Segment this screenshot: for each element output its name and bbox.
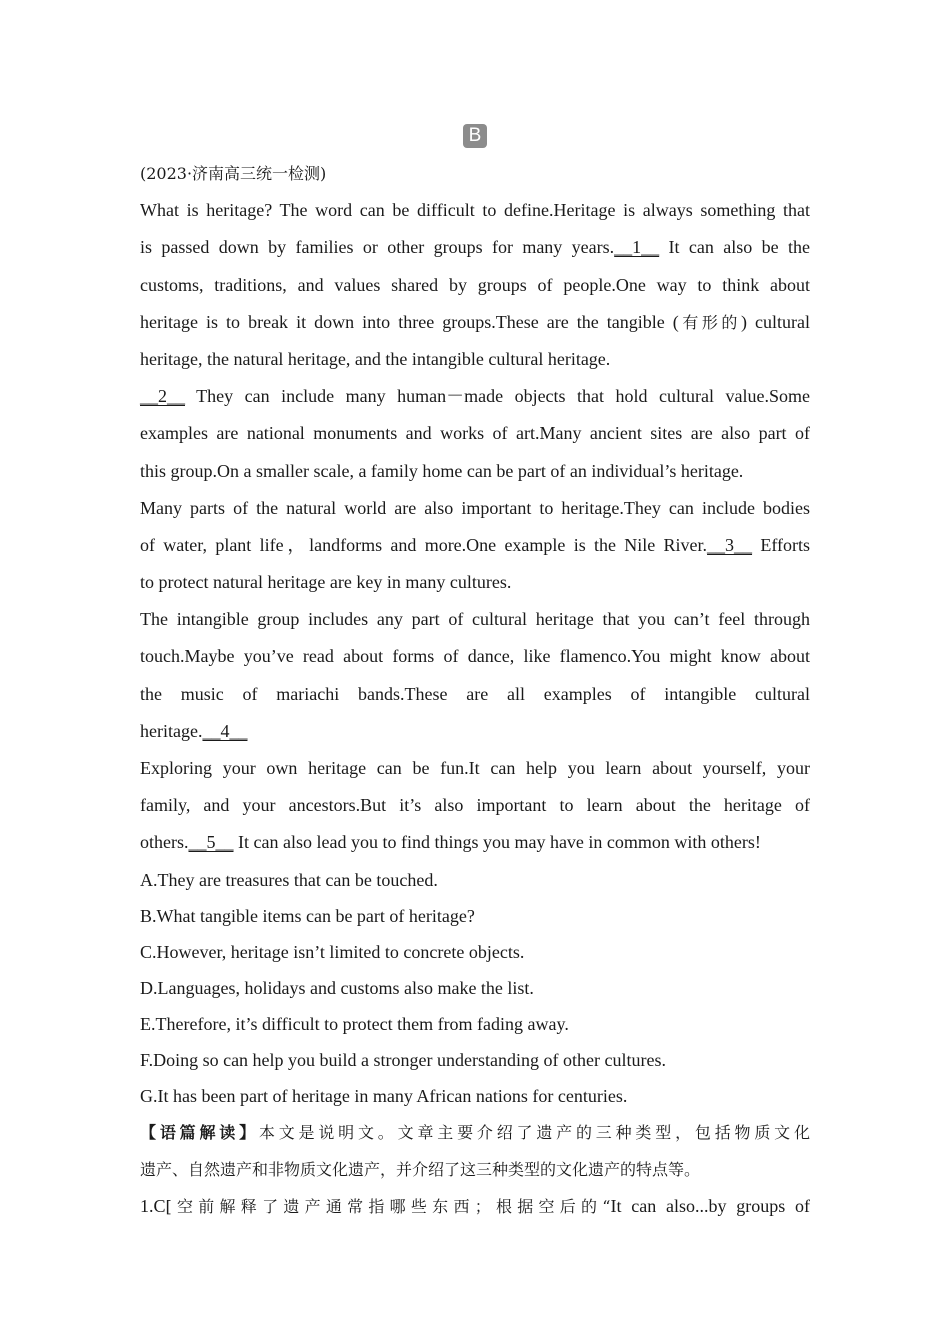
passage-line: this group.On a smaller scale, a family home can be part of an individual’s heritage. <box>140 460 744 481</box>
blank-1: __1__ <box>614 237 660 258</box>
passage-line <box>140 824 810 861</box>
explanation-text: 本文是说明文。文章主要介绍了遗产的三种类型，包括物质文化 <box>258 1122 810 1142</box>
passage-line: customs, traditions, and values shared by groups of people.One way to think about <box>140 274 810 295</box>
passage-line: to protect natural heritage are key in many cultures. <box>140 572 512 593</box>
option-g: G.It has been part of heritage in many African nations for centuries. <box>140 1085 628 1106</box>
answer-text-cjk: [空前解释了遗产通常指哪些东西；根据空后的“ <box>165 1196 611 1216</box>
answer-number: 1.C <box>140 1195 166 1216</box>
passage-line: the music of mariachi bands.These are all examples of intangible cultural <box>140 683 810 704</box>
passage-line: The intangible group includes any part of cultural heritage that you can’t feel through <box>140 609 810 630</box>
passage-text: ) cultural <box>740 311 810 332</box>
passage-text: others. <box>140 832 189 853</box>
passage-text: heritage is to break it down into three groups.These are the tangible ( <box>140 311 679 332</box>
option-a: A.They are treasures that can be touched. <box>140 869 438 890</box>
source-line <box>140 155 810 192</box>
option-e: E.Therefore, it’s difficult to protect them from fading away. <box>140 1013 569 1034</box>
passage-line: Many parts of the natural world are also important to heritage.They can include bodies <box>140 497 810 518</box>
passage-text: They can include many human－made objects that hold cultural value.Some <box>185 386 810 407</box>
blank-2: __2__ <box>140 386 185 407</box>
blank-3: __3__ <box>707 534 753 555</box>
passage-line <box>140 304 810 341</box>
blank-5: __5__ <box>188 832 234 853</box>
option-d: D.Languages, holidays and customs also make the list. <box>140 977 534 998</box>
passage-line <box>140 378 810 415</box>
passage-line <box>140 527 810 564</box>
passage-text: heritage. <box>140 720 203 741</box>
passage-line: heritage, the natural heritage, and the intangible cultural heritage. <box>140 348 611 369</box>
source-text: (2023·济南高三统一检测) <box>140 164 327 183</box>
explanation-label: 【语篇解读】 <box>140 1122 259 1142</box>
passage-line: Exploring your own heritage can be fun.It can help you learn about yourself, your <box>140 758 810 778</box>
answer-text-en: It can also...by groups of <box>610 1195 810 1216</box>
answer-line <box>140 1188 810 1225</box>
passage-text: It can also be the <box>659 237 810 258</box>
passage-text: Efforts <box>752 534 810 555</box>
option-f: F.Doing so can help you build a stronger understanding of other cultures. <box>140 1049 666 1070</box>
passage-line <box>140 229 810 266</box>
passage-text-cjk: 有形的 <box>678 312 741 332</box>
passage-line: family, and your ancestors.But it’s also important to learn about the heritage of <box>140 795 810 816</box>
passage-text: of water, plant life，landforms and more.One example is the Nile River. <box>140 534 708 555</box>
explanation-line <box>140 1151 810 1188</box>
explanation-text: 遗产、自然遗产和非物质文化遗产，并介绍了这三种类型的文化遗产的特点等。 <box>140 1159 701 1179</box>
passage-text: It can also lead you to find things you may have in common with others! <box>233 832 761 853</box>
option-b: B.What tangible items can be part of heritage? <box>140 905 475 926</box>
passage-line <box>140 713 810 750</box>
section-badge: B <box>463 124 487 148</box>
option-c: C.However, heritage isn’t limited to concrete objects. <box>140 941 525 962</box>
passage-content <box>140 155 810 1225</box>
passage-text: is passed down by families or other groups for many years. <box>140 237 615 258</box>
blank-4: __4__ <box>202 720 248 741</box>
passage-line: examples are national monuments and works of art.Many ancient sites are also part of <box>140 423 810 444</box>
passage-line: What is heritage? The word can be difficult to define.Heritage is always something that <box>140 200 810 221</box>
explanation-line <box>140 1114 810 1151</box>
passage-line: touch.Maybe you’ve read about forms of dance, like flamenco.You might know about <box>140 646 810 667</box>
